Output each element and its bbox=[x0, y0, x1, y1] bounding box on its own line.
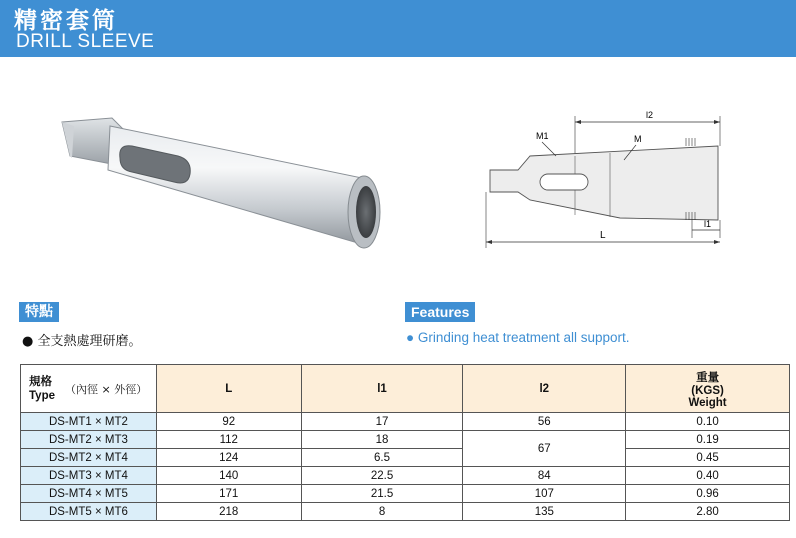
cell-l1: 18 bbox=[301, 431, 463, 449]
cell-L: 92 bbox=[156, 413, 301, 431]
cell-model: DS-MT1 × MT2 bbox=[21, 413, 157, 431]
cell-l1: 6.5 bbox=[301, 449, 463, 467]
cell-L: 140 bbox=[156, 467, 301, 485]
feature-item-zh bbox=[22, 330, 142, 349]
cell-l1: 17 bbox=[301, 413, 463, 431]
table-row bbox=[21, 503, 790, 521]
cell-weight: 2.80 bbox=[626, 503, 790, 521]
page-title-en: DRILL SLEEVE bbox=[16, 31, 155, 52]
cell-l1: 8 bbox=[301, 503, 463, 521]
bullet-icon: ● bbox=[22, 334, 34, 349]
cell-l2: 107 bbox=[463, 485, 626, 503]
page-header bbox=[0, 0, 796, 57]
diagram-label-l1: l1 bbox=[704, 219, 712, 229]
cell-L: 124 bbox=[156, 449, 301, 467]
cell-model: DS-MT3 × MT4 bbox=[21, 467, 157, 485]
cell-model: DS-MT4 × MT5 bbox=[21, 485, 157, 503]
cell-L: 171 bbox=[156, 485, 301, 503]
spec-table bbox=[20, 364, 790, 521]
cell-l2: 56 bbox=[463, 413, 626, 431]
cell-weight: 0.96 bbox=[626, 485, 790, 503]
table-row bbox=[21, 413, 790, 431]
header-weight-zh: 重量 bbox=[696, 371, 720, 384]
cell-l2: 135 bbox=[463, 503, 626, 521]
header-weight-unit: (KGS) bbox=[691, 384, 724, 397]
header-l1: l1 bbox=[301, 365, 463, 413]
cell-model: DS-MT5 × MT6 bbox=[21, 503, 157, 521]
features-heading-zh: 特點 bbox=[19, 302, 59, 322]
diagram-label-L: L bbox=[600, 230, 606, 241]
cell-l2: 84 bbox=[463, 467, 626, 485]
diagram-label-l2: l2 bbox=[646, 110, 654, 120]
header-l2: l2 bbox=[463, 365, 626, 413]
page-title-zh: 精密套筒 bbox=[14, 8, 118, 34]
cell-l1: 21.5 bbox=[301, 485, 463, 503]
header-L: L bbox=[156, 365, 301, 413]
header-weight bbox=[626, 365, 790, 413]
diagram-label-m1: M1 bbox=[536, 131, 549, 141]
features-heading-en: Features bbox=[405, 302, 475, 322]
diagram-label-m: M bbox=[634, 134, 642, 144]
header-model-sub: （內徑 × 外徑） bbox=[65, 382, 148, 396]
header-model-zh: 規格 bbox=[29, 375, 52, 388]
cell-weight: 0.45 bbox=[626, 449, 790, 467]
cell-l2: 67 bbox=[463, 431, 626, 467]
table-row bbox=[21, 485, 790, 503]
cell-l1: 22.5 bbox=[301, 467, 463, 485]
cell-weight: 0.40 bbox=[626, 467, 790, 485]
product-image bbox=[0, 60, 420, 280]
table-row bbox=[21, 467, 790, 485]
dimension-diagram bbox=[470, 100, 730, 260]
cell-L: 112 bbox=[156, 431, 301, 449]
feature-text-zh: 全支熱處理研磨。 bbox=[37, 334, 142, 349]
table-row bbox=[21, 449, 790, 467]
cell-model: DS-MT2 × MT3 bbox=[21, 431, 157, 449]
table-header-row bbox=[21, 365, 790, 413]
bullet-icon: ● bbox=[406, 330, 415, 345]
feature-item-en bbox=[406, 330, 630, 345]
cell-L: 218 bbox=[156, 503, 301, 521]
cell-model: DS-MT2 × MT4 bbox=[21, 449, 157, 467]
header-model-en: Type bbox=[29, 389, 55, 402]
table-row bbox=[21, 431, 790, 449]
cell-weight: 0.10 bbox=[626, 413, 790, 431]
feature-text-en: Grinding heat treatment all support. bbox=[417, 330, 630, 345]
cell-weight: 0.19 bbox=[626, 431, 790, 449]
header-model bbox=[21, 365, 157, 413]
header-weight-en: Weight bbox=[688, 396, 727, 409]
